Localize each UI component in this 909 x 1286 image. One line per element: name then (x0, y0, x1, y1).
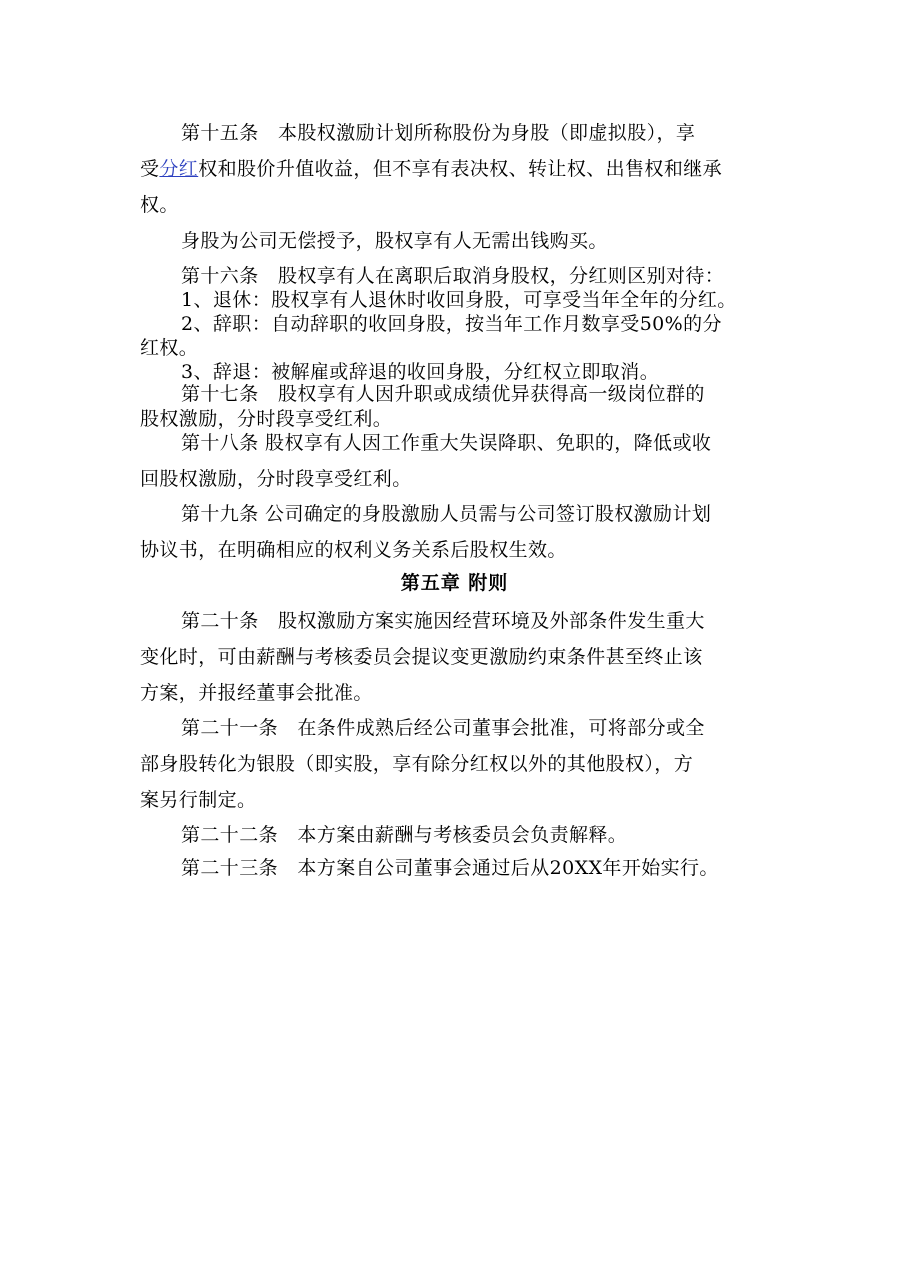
chapter-5-title: 第五章 附则 (400, 572, 509, 594)
article-18-line-2: 回股权激励，分时段享受红利。 (140, 468, 412, 490)
article-17-line-2: 股权激励，分时段享受红利。 (140, 408, 393, 430)
article-15-line-1: 第十五条 本股权激励计划所称股份为身股（即虚拟股），享 (181, 122, 696, 144)
article-16-item-dismiss: 3、辞退：被解雇或辞退的收回身股，分红权立即取消。 (181, 361, 660, 383)
article-19-line-1: 第十九条 公司确定的身股激励人员需与公司签订股权激励计划 (181, 503, 712, 525)
article-16-item-resign-line-2: 红权。 (140, 337, 199, 359)
article-20-line-3: 方案，并报经董事会批准。 (140, 682, 373, 704)
article-15-line-4: 身股为公司无偿授予，股权享有人无需出钱购买。 (181, 230, 608, 252)
article-15-line-2-suffix: 权和股价升值收益，但不享有表决权、转让权、出售权和继承 (198, 158, 723, 180)
article-16-item-resign-line-1: 2、辞职：自动辞职的收回身股，按当年工作月数享受50%的分 (181, 313, 722, 335)
article-16-line-1: 第十六条 股权享有人在离职后取消身股权，分红则区别对待： (181, 265, 725, 287)
article-20-line-2: 变化时，可由薪酬与考核委员会提议变更激励约束条件甚至终止该 (140, 646, 703, 668)
article-15-line-2 (140, 154, 722, 181)
article-15-line-2-prefix: 受 (140, 158, 160, 180)
article-21-line-2: 部身股转化为银股（即实股，享有除分红权以外的其他股权），方 (140, 753, 694, 775)
article-22-line-1: 第二十二条 本方案由薪酬与考核委员会负责解释。 (181, 824, 628, 846)
article-20-line-1: 第二十条 股权激励方案实施因经营环境及外部条件发生重大 (181, 610, 705, 632)
article-21-line-1: 第二十一条 在条件成熟后经公司董事会批准，可将部分或全 (181, 717, 705, 739)
article-23-line-1: 第二十三条 本方案自公司董事会通过后从20XX年开始实行。 (181, 857, 719, 879)
article-21-line-3: 案另行制定。 (140, 789, 257, 811)
article-15-line-3: 权。 (140, 194, 179, 216)
dividend-link[interactable]: 分红 (159, 158, 199, 180)
article-17-line-1: 第十七条 股权享有人因升职或成绩优异获得高一级岗位群的 (181, 383, 705, 405)
article-18-line-1: 第十八条 股权享有人因工作重大失误降职、免职的，降低或收 (181, 432, 712, 454)
article-16-item-retire: 1、退休：股权享有人退休时收回身股，可享受当年全年的分红。 (181, 289, 737, 311)
article-19-line-2: 协议书，在明确相应的权利义务关系后股权生效。 (140, 539, 567, 561)
